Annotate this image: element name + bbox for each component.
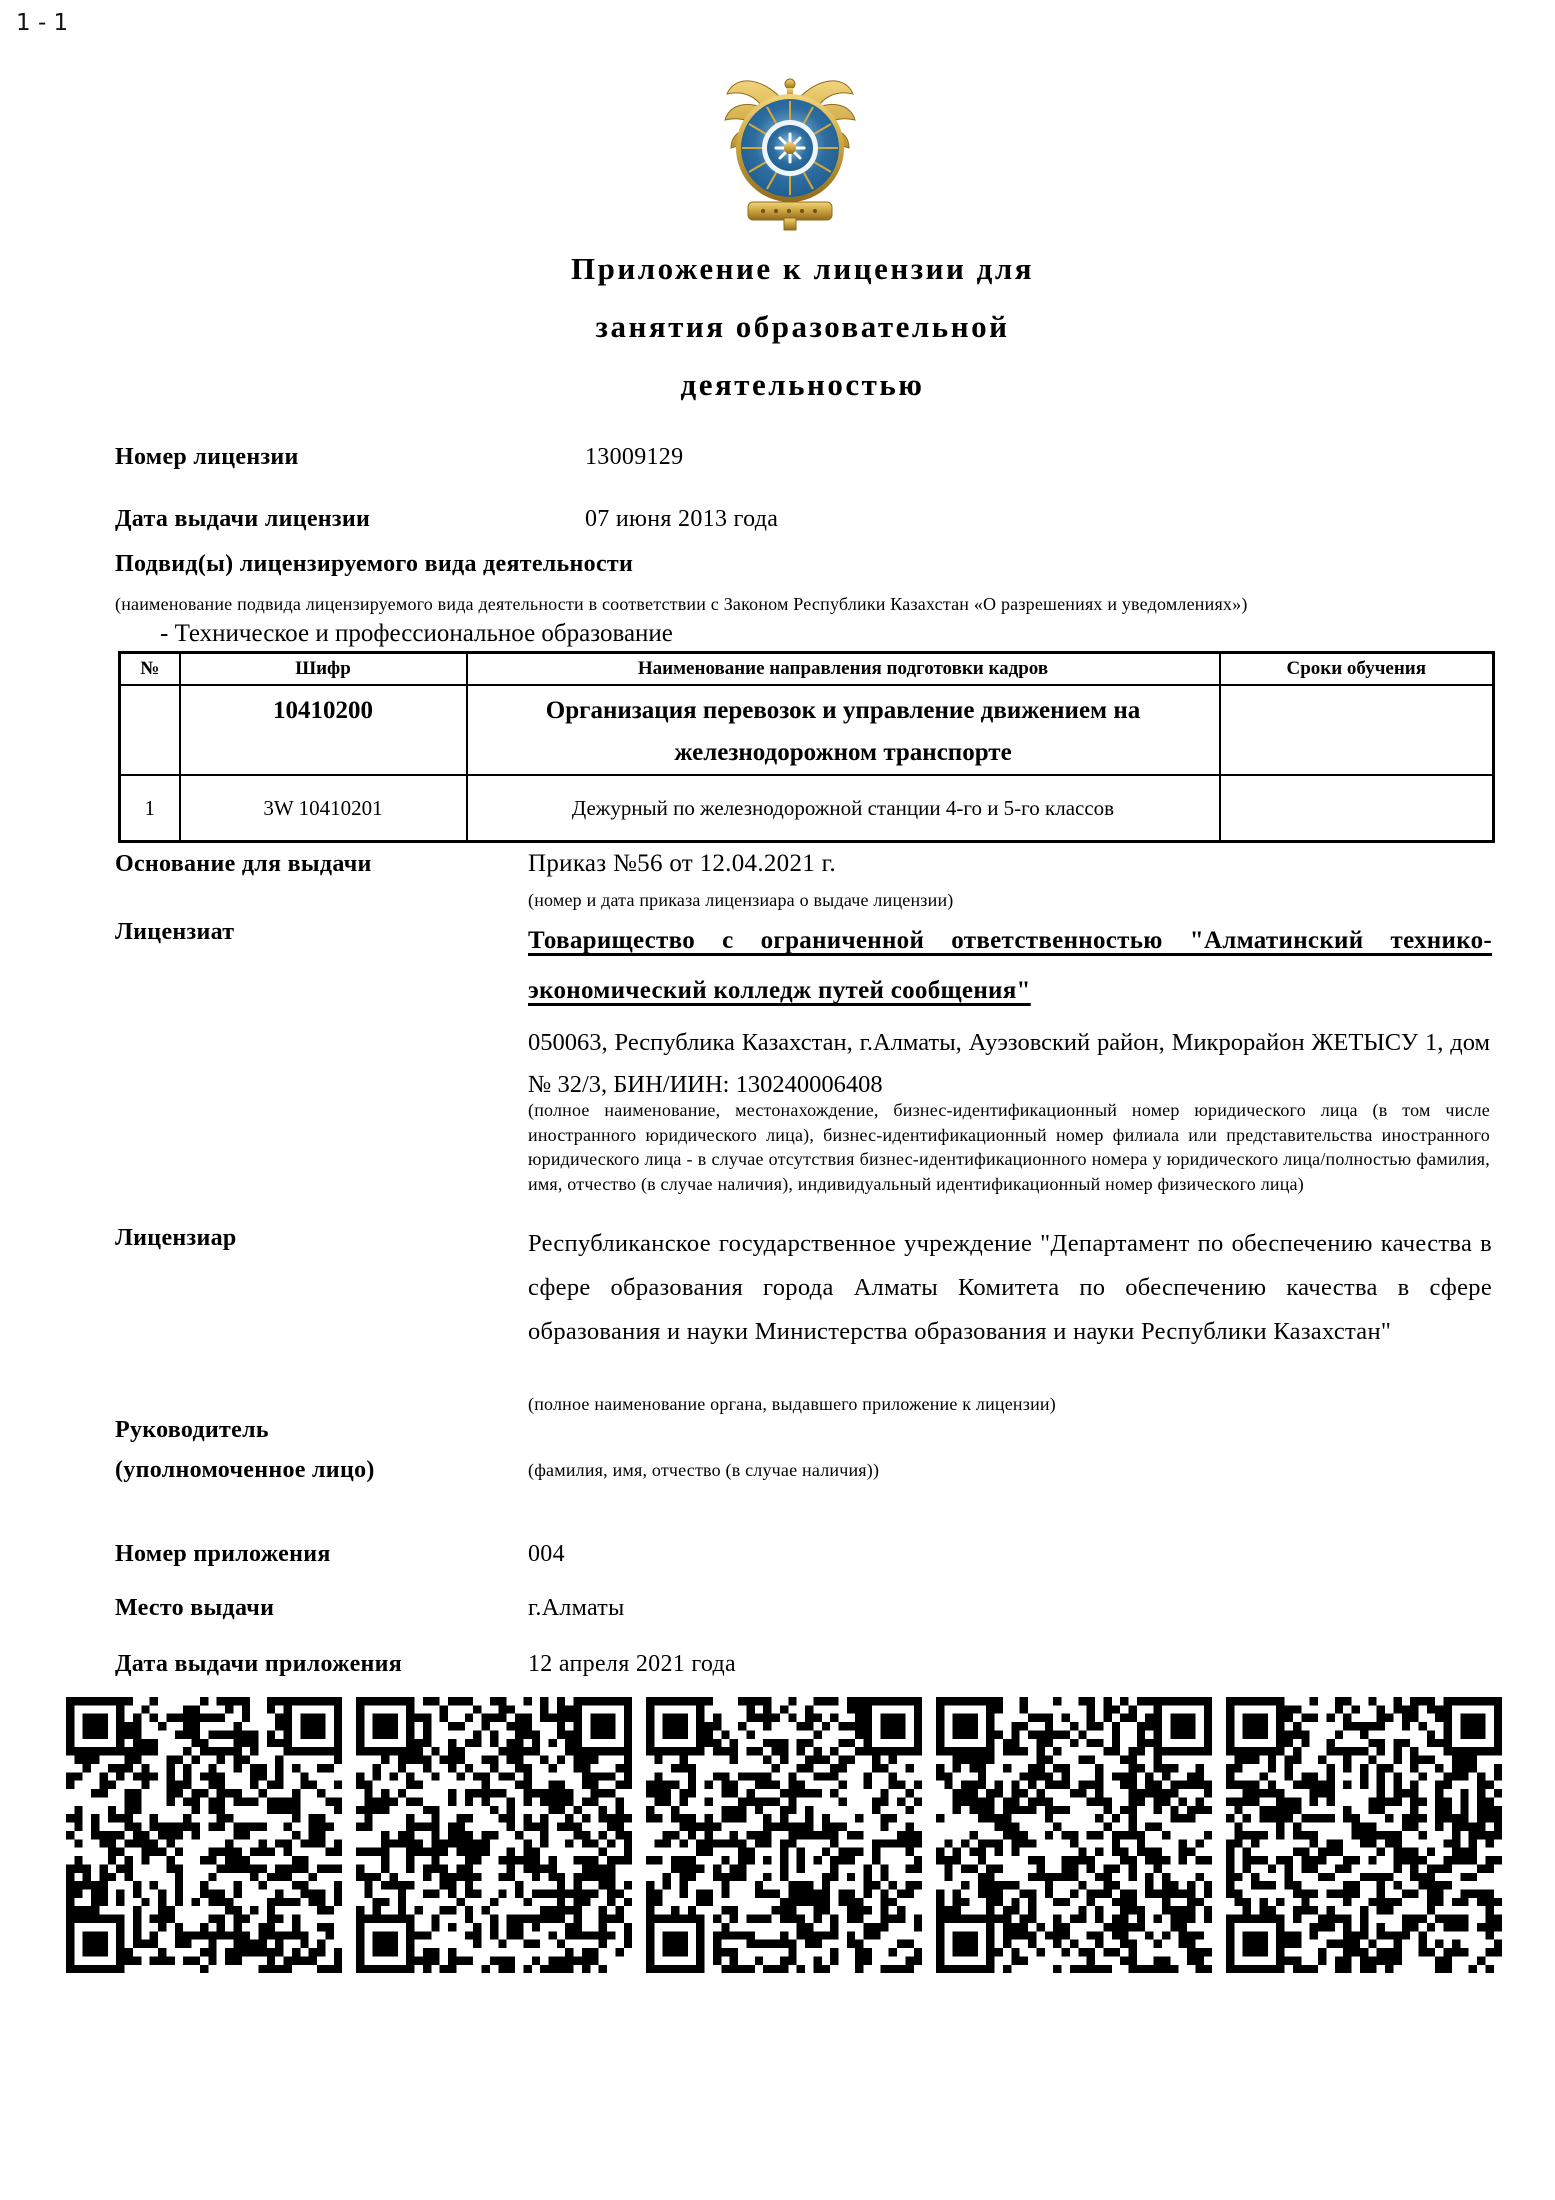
subtype-heading: Подвид(ы) лицензируемого вида деятельности: [115, 551, 634, 577]
licensor-note: (полное наименование органа, выдавшего приложение к лицензии): [528, 1394, 1056, 1414]
licensee-note: (полное наименование, местонахождение, бизнес-идентификационный номер юридического лица (в том числе иностранного юридического лица), бизнес-идентификационный номер филиала или представительства иностранного юридического лица - в случае отсутствия бизнес-идентификационного номера у юридического лица/полностью фамилия, имя, отчество (в случае наличия), индивидуальный идентификационный номер физического лица): [528, 1100, 1490, 1194]
licensor-row: [115, 1222, 1492, 1354]
qr-code: [354, 1697, 634, 1973]
document-title: [115, 240, 1490, 414]
licensor-value: Республиканское государственное учреждение "Департамент по обеспечению качества в сфере образования города Алматы Комитета по обеспечению качества в сфере образования и науки Министерства образования и науки Республики Казахстан": [528, 1230, 1492, 1345]
subtype-value: - Техническое и профессиональное образование: [160, 620, 673, 647]
cell-name: Дежурный по железнодорожной станции 4-го и 5-го классов: [467, 775, 1220, 842]
appendix-number-row: [115, 1538, 1492, 1570]
table-header-row: [120, 653, 1494, 686]
title-line-3: деятельностью: [680, 367, 925, 402]
training-programs-table: [118, 651, 1495, 843]
basis-note: (номер и дата приказа лицензиара о выдаче лицензии): [528, 890, 954, 910]
license-date-label: Дата выдачи лицензии: [115, 506, 371, 532]
title-line-2: занятия образовательной: [595, 309, 1010, 344]
licensee-row: [115, 916, 1492, 1016]
cell-num: 1: [120, 775, 180, 842]
cell-num: [120, 685, 180, 775]
col-header-name: Наименование направления подготовки кадров: [467, 653, 1220, 686]
head-official-label: [115, 1410, 375, 1490]
head-official-line1: Руководитель: [115, 1417, 269, 1443]
qr-code: [1224, 1697, 1504, 1973]
table-row: [120, 775, 1494, 842]
appendix-number-value: 004: [528, 1541, 565, 1567]
qr-code: [644, 1697, 924, 1973]
license-date-row: [115, 503, 1492, 535]
appendix-number-label: Номер приложения: [115, 1541, 331, 1567]
appendix-date-row: [115, 1648, 1492, 1680]
license-number-row: [115, 441, 1492, 473]
appendix-date-value: 12 апреля 2021 года: [528, 1651, 736, 1677]
basis-label: Основание для выдачи: [115, 851, 372, 877]
basis-value: Приказ №56 от 12.04.2021 г.: [528, 850, 836, 877]
basis-row: [115, 848, 1492, 880]
title-line-1: Приложение к лицензии для: [570, 251, 1035, 286]
cell-name: Организация перевозок и управление движением на железнодорожном транспорте: [467, 685, 1220, 775]
col-header-duration: Сроки обучения: [1220, 653, 1494, 686]
cell-code: 3W 10410201: [180, 775, 467, 842]
table-row: [120, 685, 1494, 775]
kazakhstan-emblem-icon: [705, 68, 875, 236]
cell-code: 10410200: [180, 685, 467, 775]
cell-duration: [1220, 775, 1494, 842]
issue-place-row: [115, 1592, 1492, 1624]
issue-place-label: Место выдачи: [115, 1595, 275, 1621]
cell-duration: [1220, 685, 1494, 775]
licensee-address: 050063, Республика Казахстан, г.Алматы, Ауэзовский район, Микрорайон ЖЕТЫСУ 1, дом № 32/3, БИН/ИИН: 130240006408: [528, 1029, 1490, 1098]
issue-place-value: г.Алматы: [528, 1595, 625, 1621]
appendix-date-label: Дата выдачи приложения: [115, 1651, 403, 1677]
license-date-value: 07 июня 2013 года: [585, 506, 779, 532]
qr-code: [934, 1697, 1214, 1973]
col-header-num: №: [120, 653, 180, 686]
licensor-label: Лицензиар: [115, 1225, 237, 1251]
head-official-note: (фамилия, имя, отчество (в случае наличия)): [528, 1460, 880, 1480]
page-counter: 1 - 1: [16, 10, 69, 36]
licensee-name: Товарищество с ограниченной ответственностью "Алматинский технико-экономический колледж путей сообщения": [528, 927, 1492, 1004]
subtype-note: (наименование подвида лицензируемого вида деятельности в соответствии с Законом Республики Казахстан «О разрешениях и уведомлениях»): [115, 594, 1248, 614]
head-official-line2: (уполномоченное лицо): [115, 1457, 375, 1483]
licensee-label: Лицензиат: [115, 919, 235, 945]
qr-code: [64, 1697, 344, 1973]
license-number-value: 13009129: [585, 444, 684, 470]
license-number-label: Номер лицензии: [115, 444, 299, 470]
qr-code-strip: [64, 1697, 1504, 1973]
col-header-code: Шифр: [180, 653, 467, 686]
